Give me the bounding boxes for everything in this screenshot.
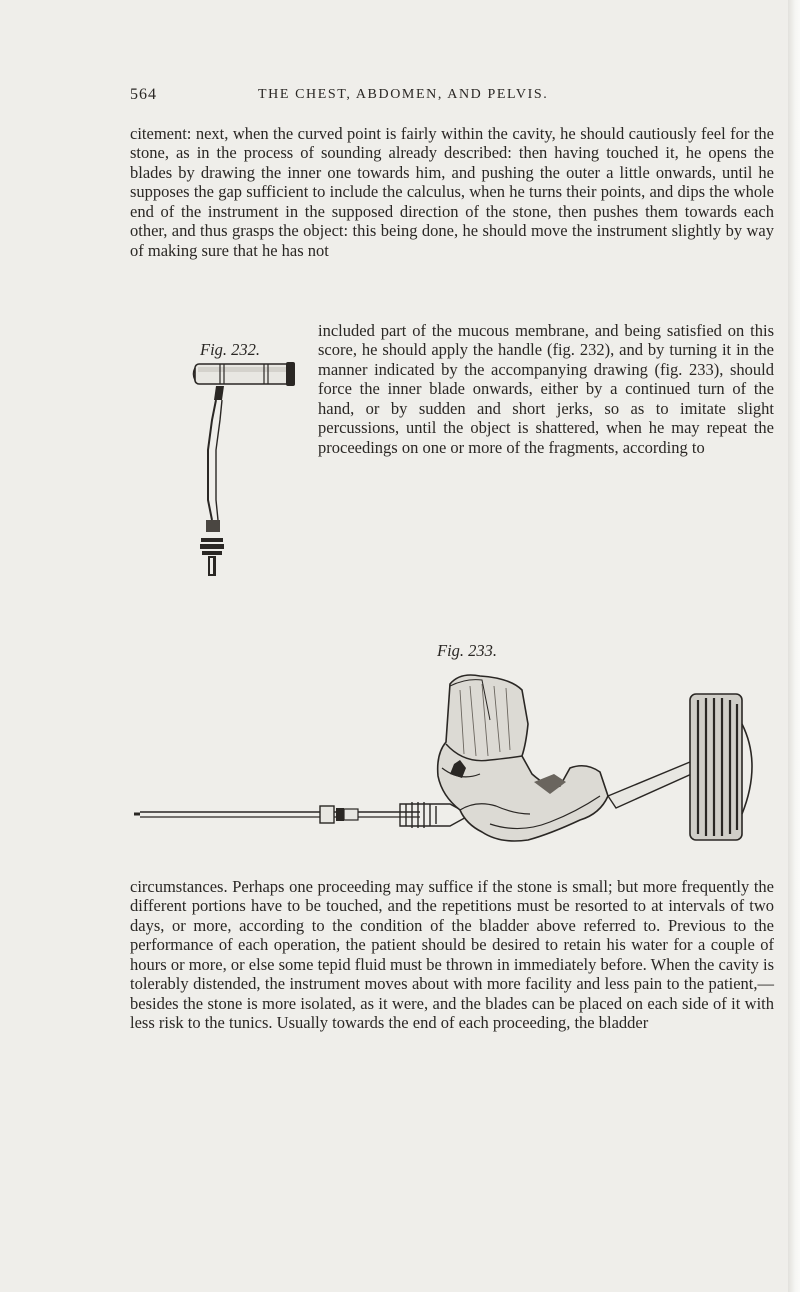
running-head — [130, 86, 770, 110]
paragraph-2: included part of the mucous membrane, and being satisfied on this score, he should apply the handle (fig. 232), and by turning it in the manner indicated by the accompanying drawing (fig. 233), should force the inner blade onwards, either by a continued turn of the hand, or by sudden and short jerks, so as to imitate slight percussions, until the object is shattered, when he may repeat the proceedings on one or more of the fragments, according to — [318, 321, 774, 457]
page-edge — [788, 0, 800, 1292]
figure-233-illustration — [130, 664, 772, 860]
paragraph-3: circumstances. Perhaps one proceeding may suffice if the stone is small; but more frequently the different portions have to be touched, and the repetitions must be resorted to at intervals of two days, or more, according to the condition of the bladder above referred to. Previous to the performance of each operation, the patient should be desired to retain his water for a couple of hours or more, or else some tepid fluid must be thrown in immediately before. When the cavity is tolerably distended, the instrument moves about with more facility and less pain to the patient,—besides the stone is more isolated, as it were, and the blades can be placed on each side of it with less risk to the tunics. Usually towards the end of each proceeding, the bladder — [130, 877, 774, 1033]
figure-233-caption: Fig. 233. — [437, 641, 498, 660]
figure-232-caption: Fig. 232. — [200, 340, 261, 359]
page-number: 564 — [130, 86, 157, 103]
running-title: THE CHEST, ABDOMEN, AND PELVIS. — [258, 87, 549, 102]
figure-232-illustration — [192, 360, 298, 580]
paragraph-1: citement: next, when the curved point is fairly within the cavity, he should cautiously feel for the stone, as in the process of sounding already described: then having touched it, he opens the blades by drawing the inner one towards him, and pushing the outer a little onwards, until he supposes the gap sufficient to include the calculus, when he turns their points, and dips the whole end of the instrument in the supposed direction of the stone, then pushes them towards each other, and thus grasps the object: this being done, he should move the instrument slightly by way of making sure that he has not — [130, 124, 774, 260]
